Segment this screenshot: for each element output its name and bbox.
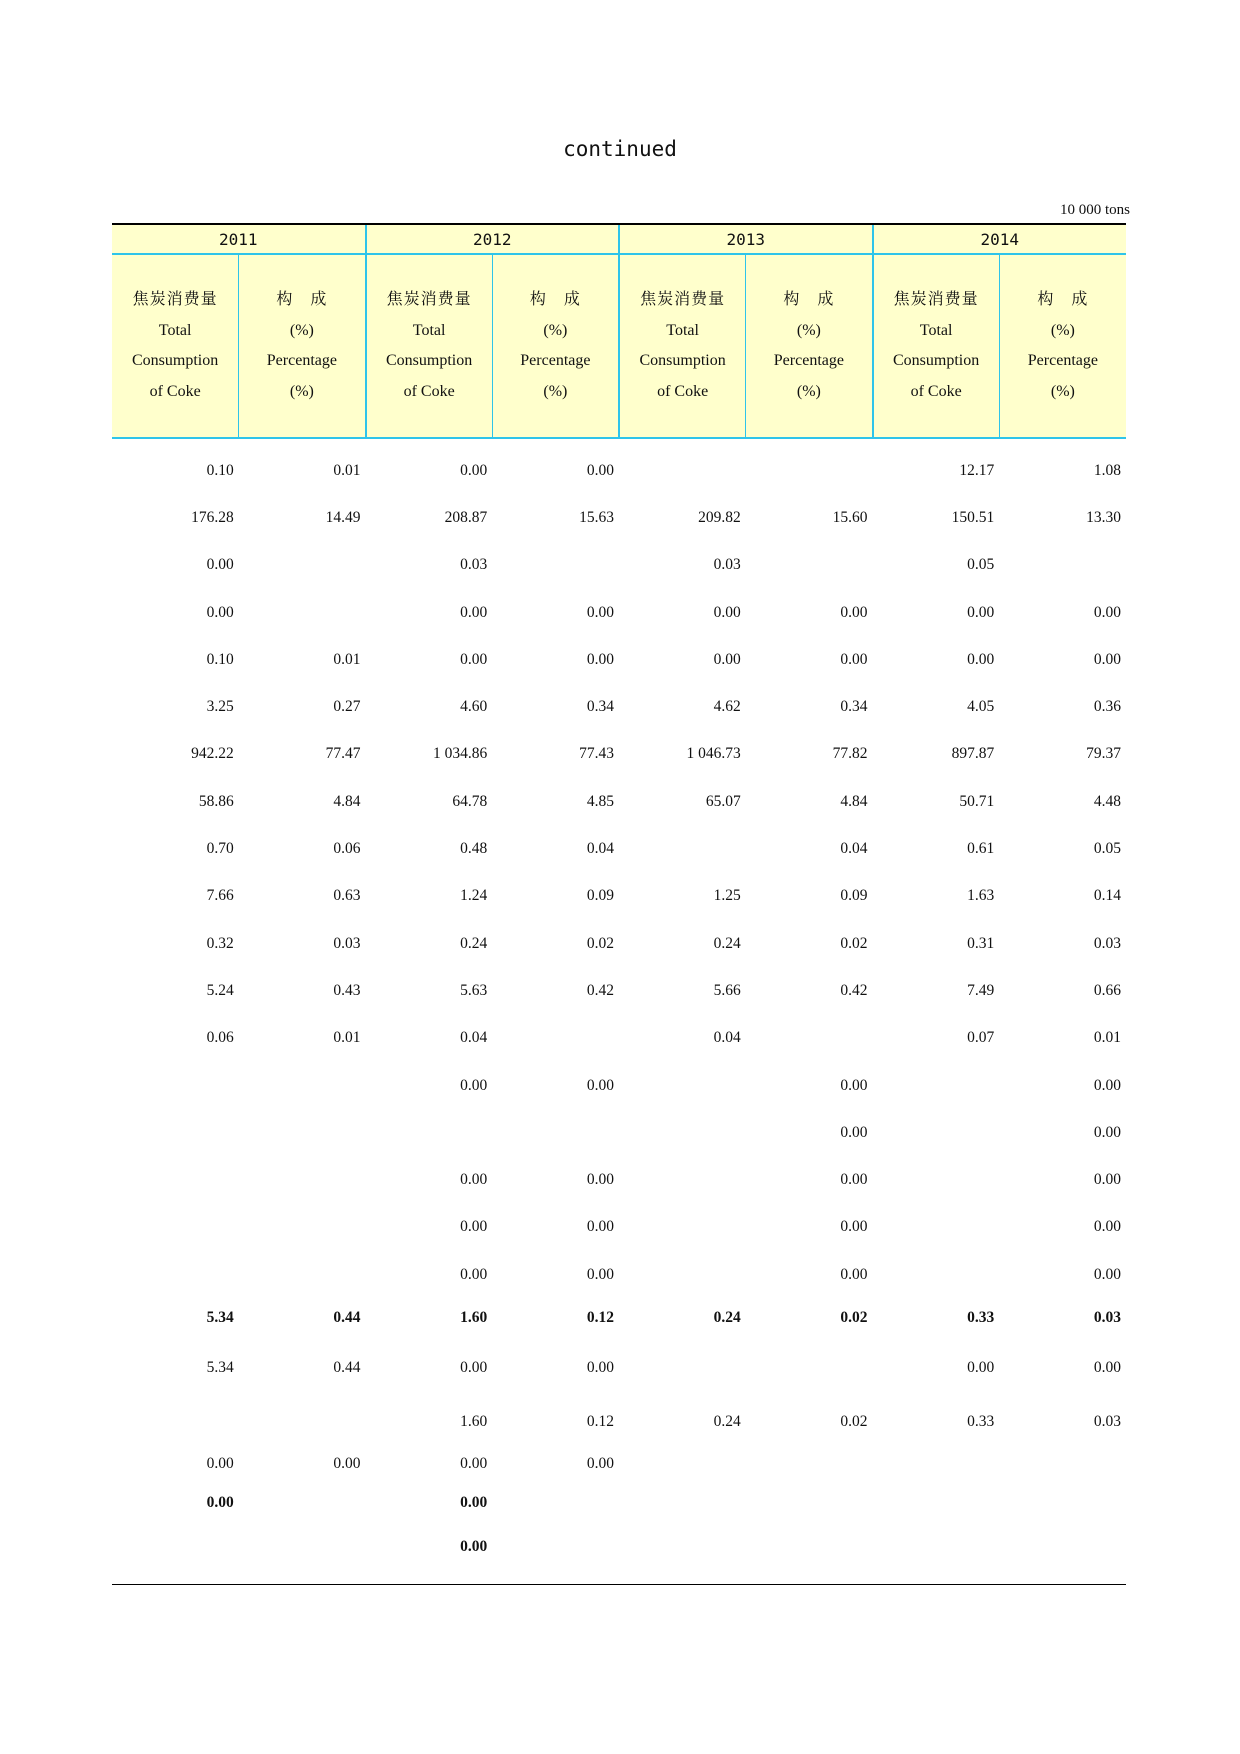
sub-header-row <box>112 254 1126 438</box>
total-consumption-cell <box>366 1109 493 1156</box>
total-consumption-cell: 0.00 <box>460 1493 488 1511</box>
total-consumption-cell: 50.71 <box>959 792 995 810</box>
percentage-cell <box>239 1062 366 1109</box>
pct-header-en: Percentage <box>520 352 591 369</box>
table-row <box>112 1156 1126 1203</box>
percentage-cell: 0.02 <box>840 1412 868 1430</box>
total-consumption-cell <box>873 1446 1000 1483</box>
total-consumption-cell: 0.61 <box>967 840 995 858</box>
table-row <box>112 778 1126 825</box>
pct-header-en: (%) <box>289 321 314 339</box>
total-consumption-cell <box>873 1062 1000 1109</box>
percentage-cell: 0.27 <box>333 698 361 716</box>
pct-header-zh: 构 成 <box>529 291 581 308</box>
total-consumption-cell: 0.06 <box>206 1029 234 1047</box>
percentage-cell: 4.48 <box>1093 792 1121 810</box>
percentage-cell: 0.00 <box>1093 603 1121 621</box>
total-consumption-cell: 0.00 <box>460 650 488 668</box>
pct-header-en: (%) <box>1050 321 1075 339</box>
pct-header-en: Percentage <box>773 352 844 369</box>
pct-header-en: (%) <box>543 321 568 339</box>
total-consumption-cell: 12.17 <box>959 461 995 479</box>
pct-header-en: Percentage <box>266 352 337 369</box>
total-consumption-cell: 176.28 <box>191 508 234 526</box>
percentage-cell: 0.03 <box>333 934 361 952</box>
unit-label: 10 000 tons <box>1059 202 1130 218</box>
total-consumption-cell: 64.78 <box>452 792 488 810</box>
total-consumption-cell: 5.24 <box>206 981 234 999</box>
percentage-cell: 0.00 <box>840 650 868 668</box>
table-row <box>112 1483 1126 1523</box>
percentage-cell <box>239 1251 366 1298</box>
total-header-zh: 焦炭消费量 <box>386 291 472 308</box>
table-row <box>112 1298 1126 1338</box>
total-consumption-cell: 4.62 <box>713 698 741 716</box>
total-consumption-cell: 0.24 <box>713 934 741 952</box>
total-consumption-cell: 208.87 <box>444 508 488 526</box>
percentage-cell: 0.42 <box>840 981 868 999</box>
total-consumption-cell: 0.32 <box>206 934 234 952</box>
total-consumption-cell: 942.22 <box>191 745 234 763</box>
total-consumption-cell <box>112 1109 239 1156</box>
total-consumption-cell: 5.34 <box>206 1309 234 1327</box>
percentage-cell: 0.01 <box>333 650 361 668</box>
total-consumption-cell <box>619 1338 746 1398</box>
total-consumption-cell: 0.00 <box>460 1076 488 1094</box>
percentage-cell: 0.00 <box>586 1076 614 1094</box>
percentage-cell: 0.00 <box>840 603 868 621</box>
percentage-cell: 0.01 <box>333 461 361 479</box>
total-consumption-cell <box>619 1156 746 1203</box>
total-consumption-cell: 0.00 <box>460 1171 488 1189</box>
percentage-cell <box>239 1483 366 1523</box>
percentage-cell: 0.66 <box>1093 981 1121 999</box>
percentage-cell <box>492 1109 619 1156</box>
total-consumption-cell: 5.34 <box>206 1359 234 1377</box>
total-consumption-cell: 1.60 <box>460 1412 488 1430</box>
percentage-cell: 0.00 <box>840 1265 868 1283</box>
table-row <box>112 636 1126 683</box>
year-header-row <box>112 224 1126 254</box>
percentage-cell: 0.44 <box>333 1359 361 1377</box>
table-row <box>112 494 1126 541</box>
total-consumption-cell: 0.00 <box>460 461 488 479</box>
total-consumption-cell: 0.07 <box>967 1029 995 1047</box>
percentage-header <box>999 254 1126 438</box>
table-row <box>112 447 1126 494</box>
total-consumption-cell <box>873 1109 1000 1156</box>
percentage-cell: 13.30 <box>1086 508 1121 526</box>
total-consumption-cell: 0.00 <box>206 556 234 574</box>
percentage-cell: 0.03 <box>1093 1309 1121 1327</box>
pct-header-en: (%) <box>1050 382 1075 400</box>
total-consumption-cell: 0.00 <box>460 1537 488 1555</box>
percentage-cell: 0.06 <box>333 840 361 858</box>
percentage-cell: 0.00 <box>586 1265 614 1283</box>
total-consumption-header <box>366 254 493 438</box>
total-consumption-cell <box>873 1156 1000 1203</box>
total-header-en: Consumption <box>386 352 473 369</box>
total-consumption-cell: 0.00 <box>967 1359 995 1377</box>
total-consumption-cell: 5.63 <box>460 981 488 999</box>
total-header-en: Consumption <box>893 352 980 369</box>
total-consumption-cell: 0.33 <box>967 1412 995 1430</box>
total-consumption-cell: 0.00 <box>460 1218 488 1236</box>
table-row <box>112 542 1126 589</box>
percentage-cell: 0.00 <box>586 1455 614 1473</box>
total-consumption-cell <box>112 1156 239 1203</box>
total-consumption-cell: 209.82 <box>698 508 741 526</box>
total-header-zh: 焦炭消费量 <box>132 291 218 308</box>
total-header-en: Total <box>666 321 699 339</box>
percentage-cell <box>239 589 366 636</box>
year-header-2014: 2014 <box>873 224 1127 254</box>
percentage-cell: 0.00 <box>840 1171 868 1189</box>
percentage-cell: 4.84 <box>840 792 868 810</box>
percentage-cell <box>492 542 619 589</box>
total-consumption-cell: 0.24 <box>713 1309 741 1327</box>
percentage-cell <box>239 542 366 589</box>
percentage-cell <box>746 1446 873 1483</box>
percentage-cell: 77.47 <box>325 745 361 763</box>
total-consumption-cell: 897.87 <box>951 745 995 763</box>
percentage-cell <box>492 1483 619 1523</box>
percentage-cell <box>999 1446 1126 1483</box>
percentage-cell: 0.03 <box>1093 1412 1121 1430</box>
percentage-cell: 0.14 <box>1093 887 1121 905</box>
percentage-cell: 0.00 <box>586 1359 614 1377</box>
total-consumption-cell: 0.00 <box>460 1455 488 1473</box>
year-header-2013: 2013 <box>619 224 873 254</box>
total-consumption-cell: 0.24 <box>460 934 488 952</box>
percentage-cell: 0.43 <box>333 981 361 999</box>
percentage-cell: 0.02 <box>840 1309 868 1327</box>
table-row <box>112 825 1126 872</box>
percentage-cell <box>239 1204 366 1251</box>
total-consumption-cell <box>619 1062 746 1109</box>
total-header-en: Total <box>412 321 446 339</box>
percentage-cell: 77.43 <box>579 745 614 763</box>
total-consumption-cell <box>112 1062 239 1109</box>
table-row <box>112 1015 1126 1062</box>
total-consumption-cell: 0.05 <box>967 556 995 574</box>
pct-header-en: (%) <box>796 382 821 400</box>
percentage-cell: 0.00 <box>586 1171 614 1189</box>
percentage-cell <box>746 542 873 589</box>
percentage-cell: 15.63 <box>579 508 614 526</box>
percentage-cell: 0.36 <box>1093 698 1121 716</box>
table-row <box>112 683 1126 730</box>
total-consumption-cell <box>873 1483 1000 1523</box>
total-consumption-cell <box>873 1251 1000 1298</box>
total-consumption-cell: 1.24 <box>460 887 488 905</box>
percentage-cell: 0.00 <box>840 1123 868 1141</box>
percentage-cell: 0.09 <box>586 887 614 905</box>
percentage-cell: 79.37 <box>1086 745 1121 763</box>
total-consumption-cell <box>873 1523 1000 1571</box>
percentage-cell: 0.01 <box>333 1029 361 1047</box>
total-consumption-cell: 4.05 <box>967 698 995 716</box>
percentage-cell: 0.00 <box>586 461 614 479</box>
total-consumption-cell: 0.00 <box>206 1493 234 1511</box>
total-consumption-cell <box>619 447 746 494</box>
table-row <box>112 731 1126 778</box>
total-header-en: of Coke <box>403 382 455 400</box>
pct-header-zh: 构 成 <box>1037 291 1089 308</box>
pct-header-en: (%) <box>543 382 568 400</box>
total-consumption-cell: 1 034.86 <box>433 745 488 763</box>
percentage-cell: 0.09 <box>840 887 868 905</box>
total-consumption-cell: 5.66 <box>713 981 741 999</box>
percentage-cell: 0.05 <box>1093 840 1121 858</box>
percentage-cell: 0.00 <box>333 1455 361 1473</box>
percentage-cell <box>746 447 873 494</box>
total-consumption-cell: 1 046.73 <box>686 745 741 763</box>
coke-consumption-table <box>112 223 1126 1571</box>
pct-header-en: (%) <box>289 382 314 400</box>
percentage-cell: 0.02 <box>586 934 614 952</box>
total-header-en: Total <box>919 321 953 339</box>
percentage-cell: 0.34 <box>840 698 868 716</box>
percentage-cell: 0.00 <box>840 1218 868 1236</box>
percentage-cell: 0.44 <box>333 1309 361 1327</box>
total-consumption-header <box>619 254 746 438</box>
percentage-cell: 0.00 <box>1093 1076 1121 1094</box>
percentage-cell: 0.04 <box>840 840 868 858</box>
total-consumption-cell: 1.63 <box>967 887 995 905</box>
table-row <box>112 920 1126 967</box>
total-consumption-cell <box>619 1446 746 1483</box>
table-row <box>112 1523 1126 1571</box>
total-consumption-cell <box>112 1251 239 1298</box>
total-consumption-cell: 0.70 <box>206 840 234 858</box>
total-consumption-cell <box>619 1483 746 1523</box>
table-row <box>112 873 1126 920</box>
percentage-cell: 0.04 <box>586 840 614 858</box>
bottom-rule <box>112 1584 1126 1585</box>
total-consumption-cell: 0.33 <box>967 1309 995 1327</box>
percentage-cell: 0.34 <box>586 698 614 716</box>
total-consumption-cell: 0.00 <box>967 603 995 621</box>
percentage-cell: 4.85 <box>586 792 614 810</box>
total-consumption-cell: 1.60 <box>460 1309 488 1327</box>
pct-header-en: (%) <box>796 321 821 339</box>
percentage-cell: 0.00 <box>586 1218 614 1236</box>
percentage-header <box>746 254 873 438</box>
total-consumption-cell <box>619 1204 746 1251</box>
table-spacer <box>112 438 1126 447</box>
total-consumption-cell: 0.00 <box>206 1455 234 1473</box>
total-consumption-cell <box>112 1398 239 1445</box>
total-consumption-cell: 0.10 <box>206 461 234 479</box>
total-consumption-cell <box>619 825 746 872</box>
table-row <box>112 1338 1126 1398</box>
total-consumption-cell <box>619 1523 746 1571</box>
total-consumption-cell: 65.07 <box>705 792 741 810</box>
percentage-cell: 0.00 <box>1093 1218 1121 1236</box>
percentage-cell <box>239 1156 366 1203</box>
total-consumption-cell: 4.60 <box>460 698 488 716</box>
year-header-2011: 2011 <box>112 224 366 254</box>
table-row <box>112 1251 1126 1298</box>
table-body <box>112 438 1126 1571</box>
percentage-cell: 0.01 <box>1093 1029 1121 1047</box>
total-consumption-cell: 0.10 <box>206 650 234 668</box>
total-header-en: Consumption <box>132 352 219 369</box>
table-row <box>112 1062 1126 1109</box>
percentage-cell: 15.60 <box>832 508 868 526</box>
percentage-cell: 0.12 <box>586 1309 614 1327</box>
percentage-cell <box>999 1483 1126 1523</box>
total-consumption-cell: 0.31 <box>967 934 995 952</box>
percentage-cell: 0.00 <box>1093 1171 1121 1189</box>
total-consumption-cell: 3.25 <box>206 698 234 716</box>
total-consumption-cell: 7.49 <box>967 981 995 999</box>
pct-header-zh: 构 成 <box>276 291 328 308</box>
total-consumption-cell: 0.00 <box>206 603 234 621</box>
percentage-cell <box>492 1523 619 1571</box>
total-consumption-cell <box>619 1109 746 1156</box>
percentage-cell: 0.12 <box>586 1412 614 1430</box>
percentage-cell <box>239 1523 366 1571</box>
total-consumption-cell: 0.24 <box>713 1412 741 1430</box>
pct-header-zh: 构 成 <box>783 291 835 308</box>
percentage-cell: 0.00 <box>840 1076 868 1094</box>
total-consumption-header <box>873 254 1000 438</box>
total-consumption-cell <box>873 1204 1000 1251</box>
percentage-cell <box>746 1523 873 1571</box>
percentage-cell <box>746 1015 873 1062</box>
total-header-en: of Coke <box>149 382 201 400</box>
total-consumption-cell: 0.00 <box>460 1265 488 1283</box>
total-consumption-cell: 58.86 <box>198 792 234 810</box>
total-consumption-cell: 0.04 <box>713 1029 741 1047</box>
percentage-cell: 1.08 <box>1093 461 1121 479</box>
table-row <box>112 589 1126 636</box>
total-consumption-cell: 0.04 <box>460 1029 488 1047</box>
percentage-cell: 0.00 <box>1093 1359 1121 1377</box>
total-header-zh: 焦炭消费量 <box>640 291 726 308</box>
total-consumption-cell <box>619 1251 746 1298</box>
total-consumption-cell <box>112 1523 239 1571</box>
percentage-cell: 0.00 <box>1093 650 1121 668</box>
total-consumption-cell: 150.51 <box>951 508 995 526</box>
percentage-cell: 0.03 <box>1093 934 1121 952</box>
total-consumption-cell: 0.00 <box>460 1359 488 1377</box>
percentage-cell <box>999 1523 1126 1571</box>
percentage-cell: 0.00 <box>1093 1265 1121 1283</box>
percentage-cell: 0.00 <box>586 603 614 621</box>
percentage-cell <box>492 1015 619 1062</box>
page-title: continued <box>563 137 677 161</box>
total-consumption-cell: 0.03 <box>460 556 488 574</box>
percentage-cell: 77.82 <box>832 745 868 763</box>
total-consumption-cell: 0.03 <box>713 556 741 574</box>
total-consumption-cell <box>112 1204 239 1251</box>
year-header-2012: 2012 <box>366 224 620 254</box>
percentage-cell <box>239 1398 366 1445</box>
percentage-cell: 0.42 <box>586 981 614 999</box>
total-consumption-cell: 0.00 <box>967 650 995 668</box>
total-header-en: Total <box>158 321 192 339</box>
total-consumption-header <box>112 254 239 438</box>
percentage-header <box>239 254 366 438</box>
total-consumption-cell: 0.00 <box>460 603 488 621</box>
percentage-cell: 0.00 <box>586 650 614 668</box>
table-row <box>112 1109 1126 1156</box>
percentage-cell: 0.63 <box>333 887 361 905</box>
spacer-cell <box>112 438 1126 447</box>
pct-header-en: Percentage <box>1027 352 1098 369</box>
percentage-header <box>492 254 619 438</box>
total-consumption-cell: 7.66 <box>206 887 234 905</box>
percentage-cell <box>746 1483 873 1523</box>
percentage-cell <box>746 1338 873 1398</box>
table-row <box>112 1204 1126 1251</box>
total-consumption-cell: 1.25 <box>713 887 741 905</box>
percentage-cell <box>239 1109 366 1156</box>
total-header-zh: 焦炭消费量 <box>893 291 979 308</box>
table-row <box>112 1398 1126 1445</box>
percentage-cell: 0.00 <box>1093 1123 1121 1141</box>
total-header-en: of Coke <box>657 382 709 400</box>
table-row <box>112 1446 1126 1483</box>
percentage-cell: 4.84 <box>333 792 361 810</box>
total-consumption-cell: 0.00 <box>713 650 741 668</box>
total-consumption-cell: 0.00 <box>713 603 741 621</box>
percentage-cell: 0.02 <box>840 934 868 952</box>
percentage-cell <box>999 542 1126 589</box>
percentage-cell: 14.49 <box>325 508 361 526</box>
total-consumption-cell: 0.48 <box>460 840 488 858</box>
total-header-en: of Coke <box>910 382 962 400</box>
table-row <box>112 967 1126 1014</box>
total-header-en: Consumption <box>639 352 726 369</box>
